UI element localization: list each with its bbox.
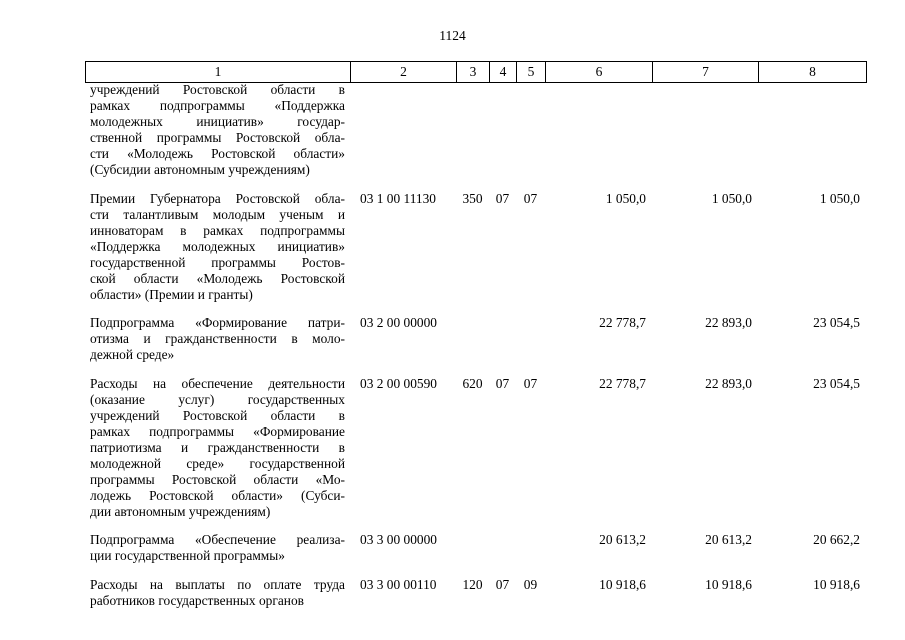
description-line: молодежной среде» государственной — [90, 455, 345, 471]
description-line: программы Ростовской области «Мо- — [90, 472, 345, 488]
amount-col-6: 22 778,7 — [599, 375, 646, 391]
section-code: 07 — [495, 576, 510, 592]
description-line: отизма и гражданственности в моло- — [90, 331, 345, 347]
subsection-code — [516, 532, 545, 576]
row-description — [85, 532, 350, 576]
description-line: учреждений Ростовской области в — [90, 82, 345, 97]
amount-col-6: 20 613,2 — [599, 532, 646, 548]
amount-col-8 — [758, 82, 866, 191]
target-code — [350, 82, 456, 191]
expense-type — [456, 315, 489, 375]
amount-col-6 — [545, 82, 652, 191]
table-row — [85, 315, 866, 375]
row-description — [85, 577, 350, 621]
description-line: (оказание услуг) государственных — [90, 391, 345, 407]
description-line: молодежных инициатив» государ- — [90, 114, 345, 130]
description-line: инноваторам в рамках подпрограммы — [90, 222, 345, 238]
row-description — [85, 82, 350, 191]
amount-col-6: 1 050,0 — [605, 190, 646, 206]
expense-type — [456, 532, 489, 576]
subsection-code: 09 — [523, 576, 538, 592]
amount-col-7 — [652, 82, 758, 191]
description-line: рамках подпрограммы «Формирование — [90, 423, 345, 439]
table-row — [85, 82, 866, 191]
amount-col-8: 23 054,5 — [813, 315, 860, 331]
description-line: учреждений Ростовской области в — [90, 407, 345, 423]
amount-col-7: 10 918,6 — [705, 576, 752, 592]
amount-col-8: 10 918,6 — [813, 576, 860, 592]
expense-type — [456, 82, 489, 191]
target-code: 03 2 00 00000 — [360, 315, 437, 331]
target-code: 03 3 00 00000 — [360, 532, 437, 548]
amount-col-8: 20 662,2 — [813, 532, 860, 548]
subsection-code: 07 — [523, 190, 538, 206]
column-header: 5 — [517, 62, 546, 83]
description-line: дии автономным учреждениям) — [90, 504, 271, 520]
table-row — [85, 532, 866, 576]
row-description — [85, 376, 350, 533]
table-row — [85, 577, 866, 621]
section-code: 07 — [495, 190, 510, 206]
amount-col-8: 1 050,0 — [819, 190, 860, 206]
description-line: лодежь Ростовской области» (Субси- — [90, 488, 345, 504]
description-line: государственной программы Ростов- — [90, 254, 345, 270]
table-row — [85, 191, 866, 316]
description-line: (Субсидии автономным учреждениям) — [90, 162, 310, 178]
description-line: сти талантливым молодым ученым и — [90, 206, 345, 222]
table-row — [85, 376, 866, 533]
description-line: рамках подпрограммы «Поддержка — [90, 98, 345, 114]
subsection-code — [516, 82, 545, 191]
description-line: области» (Премии и гранты) — [90, 287, 253, 303]
target-code: 03 1 00 11130 — [360, 190, 437, 206]
amount-col-7: 22 893,0 — [705, 375, 752, 391]
column-header: 2 — [351, 62, 457, 83]
section-code — [489, 315, 516, 375]
description-line: Расходы на выплаты по оплате труда — [90, 576, 345, 592]
subsection-code — [516, 315, 545, 375]
column-header-row — [85, 61, 867, 83]
section-code — [489, 532, 516, 576]
row-description — [85, 315, 350, 375]
row-description — [85, 191, 350, 316]
amount-col-7: 20 613,2 — [705, 532, 752, 548]
description-line: Подпрограмма «Формирование патри- — [90, 315, 345, 331]
column-header: 8 — [759, 62, 867, 83]
expense-type: 350 — [462, 190, 483, 206]
amount-col-8: 23 054,5 — [813, 375, 860, 391]
description-line: сти «Молодежь Ростовской области» — [90, 146, 345, 162]
column-header: 7 — [653, 62, 759, 83]
section-code — [489, 82, 516, 191]
subsection-code: 07 — [523, 375, 538, 391]
description-line: ственной программы Ростовской обла- — [90, 130, 345, 146]
amount-col-6: 10 918,6 — [599, 576, 646, 592]
section-code: 07 — [495, 375, 510, 391]
expense-type: 120 — [462, 576, 483, 592]
column-header: 6 — [546, 62, 653, 83]
description-line: ции государственной программы» — [90, 548, 285, 564]
description-line: «Поддержка молодежных инициатив» — [90, 238, 345, 254]
amount-col-7: 22 893,0 — [705, 315, 752, 331]
amount-col-7: 1 050,0 — [711, 190, 752, 206]
target-code: 03 3 00 00110 — [360, 576, 437, 592]
budget-table — [85, 82, 866, 621]
column-header: 4 — [490, 62, 517, 83]
column-header: 3 — [457, 62, 490, 83]
description-line: Подпрограмма «Обеспечение реализа- — [90, 532, 345, 548]
expense-type: 620 — [462, 375, 483, 391]
amount-col-6: 22 778,7 — [599, 315, 646, 331]
description-line: патриотизма и гражданственности в — [90, 439, 345, 455]
description-line: работников государственных органов — [90, 592, 304, 608]
description-line: дежной среде» — [90, 347, 175, 363]
description-line: ской области «Молодежь Ростовской — [90, 271, 345, 287]
page-number: 1124 — [439, 28, 466, 43]
column-header: 1 — [86, 62, 351, 83]
description-line: Расходы на обеспечение деятельности — [90, 375, 345, 391]
target-code: 03 2 00 00590 — [360, 375, 437, 391]
description-line: Премии Губернатора Ростовской обла- — [90, 190, 345, 206]
